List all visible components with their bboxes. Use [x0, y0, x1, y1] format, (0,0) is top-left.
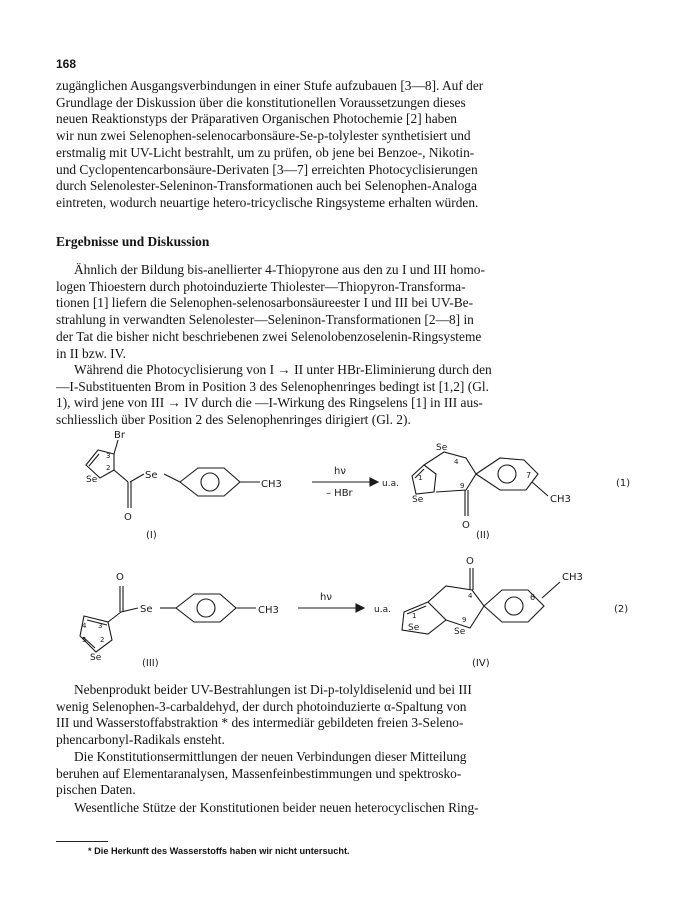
benzene-ring [176, 594, 236, 622]
text-line: wir nun zwei Selenophen-selenocarbonsäure-Se-p-tolylester synthetisiert und [56, 128, 471, 144]
text-line: wenig Selenophen-3-carbaldehyd, der durch photoinduzierte α-Spaltung von [56, 698, 467, 714]
byproduct-note: u.a. [382, 479, 399, 489]
discussion-paragraph-3 [56, 800, 604, 817]
compound-label: (II) [476, 530, 490, 541]
product-position-label: 1 [412, 612, 417, 620]
product-position-label: 6 [530, 593, 536, 602]
ring-position-label: 4 [82, 622, 87, 630]
product-position-label: 9 [462, 616, 467, 624]
bromine-bond [114, 440, 118, 454]
product-oxygen-label: O [462, 520, 470, 531]
section-heading: Ergebnisse und Diskussion [56, 234, 210, 249]
carbonyl-oxygen-label: O [116, 572, 124, 583]
byproduct-note: u.a. [374, 605, 391, 615]
methyl-label: CH3 [258, 605, 279, 616]
text-line: und Cyclopentencarbonsäure-Derivaten [3—7] erreichten Photocyclisierungen [56, 161, 478, 177]
text-line: 1), wird jene von III → IV durch die —I-Wirkung des Ringselens [1] in III aus- [56, 395, 483, 411]
product-position-label: 4 [468, 592, 473, 600]
text-line: Grundlage der Diskussion über die konstitutionellen Voraussetzungen dieses [56, 94, 466, 110]
product-bridge-selenium-label: Se [454, 627, 466, 637]
methyl-label: CH3 [261, 479, 282, 490]
text-line: pischen Daten. [56, 782, 136, 798]
selenium-linker-label: Se [140, 604, 153, 615]
text-line: phencarbonyl-Radikals ensteht. [56, 732, 225, 748]
product-ring-selenium-label: Se [412, 495, 424, 505]
page-number: 168 [56, 57, 77, 71]
results-paragraph-1 [56, 262, 604, 362]
ring-selenium-label: Se [90, 653, 102, 663]
ring-position-label: 5 [82, 636, 87, 644]
text-line: —I-Substituenten Brom in Position 3 des Selenophenringes bedingt ist [1,2] (Gl. [56, 378, 489, 394]
text-line: der Tat die bisher nicht beschriebenen zwei Selenolobenzoselenin-Ringsysteme [56, 328, 482, 344]
equation-number: (1) [616, 478, 631, 489]
text-line: III und Wasserstoffabstraktion * des intermediär gebildeten freien 3-Seleno- [56, 715, 464, 731]
text-line: schliesslich über Position 2 des Selenophenringes dirigiert (Gl. 2). [56, 412, 411, 428]
text-line: durch Selenolester-Seleninon-Transformationen auch bei Selenophen-Analoga [56, 178, 477, 194]
bromine-label: Br [114, 430, 125, 441]
text-line: Die Konstitutionsermittlungen der neuen Verbindungen dieser Mitteilung [74, 749, 467, 764]
text-line: erstmalig mit UV-Licht bestrahlt, um zu prüfen, ob jene bei Benzoe-, Nikotin- [56, 144, 475, 160]
text-line: strahlung in verwandten Selenolester—Seleninon-Transformationen [2—8] in [56, 312, 474, 328]
text-line: Ähnlich der Bildung bis-anellierter 4-Thiopyrone aus den zu I und III homo- [74, 262, 485, 277]
text-line: eintreten, wodurch neuartige hetero-tricyclische Ringsysteme erhalten würden. [56, 194, 479, 210]
text-line: tionen [1] liefern die Selenophen-selenosarbonsäureester I und III bei UV-Be- [56, 295, 474, 311]
ring-position-label: 2 [106, 464, 111, 472]
discussion-paragraph-1 [56, 682, 604, 749]
ring-position-label: 3 [106, 452, 111, 460]
text-line: beruhen auf Elementaranalysen, Massenfeinbestimmungen und spektrosko- [56, 765, 462, 781]
product-position-label: 7 [526, 471, 532, 480]
text-line: Wesentliche Stütze der Konstitutionen beider neuen heterocyclischen Ring- [74, 800, 479, 815]
discussion-paragraph-2 [56, 749, 604, 799]
text-line: neuen Reaktionstyps der Präparativen Organischen Photochemie [2] haben [56, 111, 457, 127]
ring-position-label: 3 [98, 622, 103, 630]
intro-paragraph [56, 78, 604, 212]
product-position-label: 4 [454, 458, 459, 466]
selenium-linker-label: Se [145, 470, 158, 481]
compound-label: (IV) [472, 658, 490, 669]
arrow-condition-label: hν [320, 592, 332, 603]
product-ring-selenium-label: Se [408, 623, 420, 633]
ring-position-label: 2 [100, 636, 105, 644]
text-line: Nebenprodukt beider UV-Bestrahlungen ist Di-p-tolyldiselenid und bei III [74, 682, 472, 697]
benzene-ring [180, 468, 240, 496]
reaction-scheme-figure [56, 430, 640, 670]
compound-label: (I) [146, 530, 157, 541]
text-line: zugänglichen Ausgangsverbindungen in einer Stufe aufzubauen [3—8]. Auf der [56, 78, 484, 93]
ring-selenium-label: Se [86, 475, 98, 485]
product-position-label: 1 [418, 474, 423, 482]
product-methyl-label: CH3 [562, 572, 583, 583]
text-line: logen Thioestern durch photoinduzierte Thiolester—Thiopyron-Transforma- [56, 278, 466, 294]
product-selenium-label: Se [436, 443, 448, 453]
product-position-label: 9 [460, 482, 465, 490]
carbonyl-oxygen-label: O [124, 512, 132, 523]
compound-label: (III) [142, 658, 159, 669]
footnote-divider [56, 841, 108, 842]
text-line: Während die Photocyclisierung von I → II unter HBr-Eliminierung durch den [74, 362, 492, 377]
product-oxygen-label: O [466, 556, 474, 567]
arrow-condition-label: – HBr [326, 488, 353, 499]
product-methyl-label: CH3 [550, 494, 571, 505]
equation-number: (2) [614, 604, 629, 615]
arrow-condition-label: hν [334, 466, 346, 477]
text-line: in II bzw. IV. [56, 345, 126, 361]
results-paragraph-2 [56, 362, 604, 429]
footnote: * Die Herkunft des Wasserstoffs haben wir nicht untersucht. [88, 846, 350, 856]
